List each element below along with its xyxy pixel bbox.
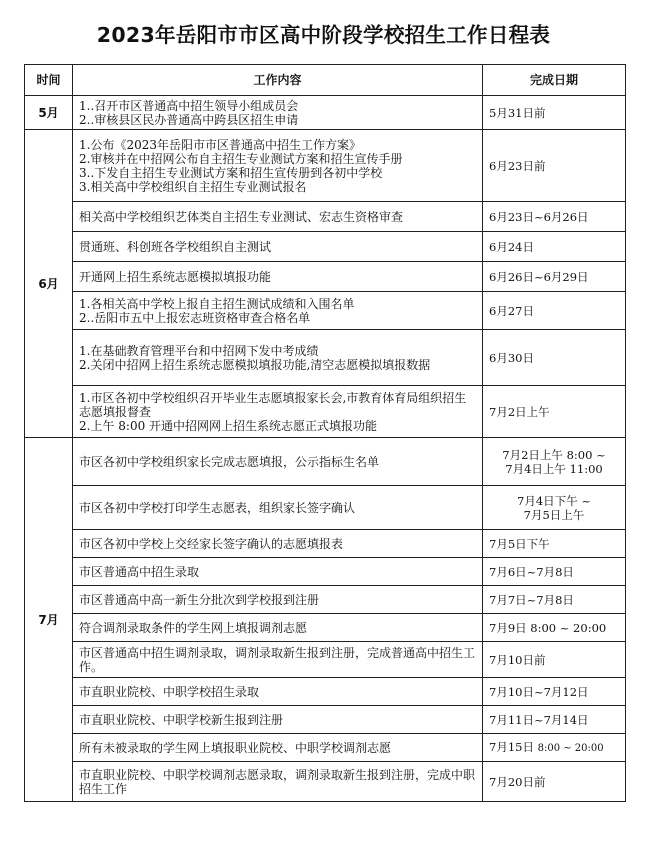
content-cell <box>73 762 483 802</box>
content-cell <box>73 232 483 262</box>
date-cell <box>483 486 626 530</box>
date-cell <box>483 386 626 438</box>
content-line: 1.在基础教育管理平台和中招网下发中考成绩 <box>79 343 319 358</box>
content-cell <box>73 706 483 734</box>
date-line: 7月10日~7月12日 <box>489 684 589 699</box>
page-title: 2023年岳阳市市区高中阶段学校招生工作日程表 <box>96 23 551 47</box>
table-row <box>25 232 626 262</box>
content-cell <box>73 678 483 706</box>
table-row <box>25 438 626 486</box>
date-cell <box>483 586 626 614</box>
content-line: 2.审核并在中招网公布自主招生专业测试方案和招生宣传手册 <box>79 151 403 166</box>
date-cell <box>483 330 626 386</box>
date-line: 6月24日 <box>489 239 534 254</box>
date-cell <box>483 262 626 292</box>
date-line: 7月5日上午 <box>523 507 585 522</box>
date-line: 7月4日上午 11:00 <box>505 461 603 476</box>
content-line: 市区普通高中招生调剂录取，调剂录取新生报到注册，完成普通高中招生工作。 <box>79 645 476 674</box>
month-cell-july: 7月 <box>25 438 73 802</box>
table-row <box>25 386 626 438</box>
content-line: 1.公布《2023年岳阳市市区普通高中招生工作方案》 <box>79 137 361 152</box>
date-cell <box>483 642 626 678</box>
month-cell-may: 5月 <box>25 96 73 130</box>
table-row <box>25 734 626 762</box>
content-cell <box>73 202 483 232</box>
table-row <box>25 762 626 802</box>
date-cell <box>483 202 626 232</box>
content-line: 1.市区各初中学校组织召开毕业生志愿填报家长会,市教育体育局组织招生志愿填报督查 <box>79 390 467 419</box>
content-line: 市直职业院校、中职学校新生报到注册 <box>79 712 284 727</box>
table-row <box>25 130 626 202</box>
content-cell <box>73 734 483 762</box>
date-line: 7月15日 <box>489 739 534 754</box>
content-line: 2..岳阳市五中上报宏志班资格审查合格名单 <box>79 310 311 325</box>
content-line: 1..召开市区普通高中招生领导小组成员会 <box>79 98 299 113</box>
date-cell <box>483 678 626 706</box>
content-cell <box>73 586 483 614</box>
content-cell <box>73 438 483 486</box>
content-line: 市直职业院校、中职学校招生录取 <box>79 684 260 699</box>
content-line: 3..下发自主招生专业测试方案和招生宣传册到各初中学校 <box>79 165 383 180</box>
date-line: 6月23日前 <box>489 158 546 173</box>
date-line: 5月31日前 <box>489 105 546 120</box>
table-row <box>25 330 626 386</box>
content-line: 贯通班、科创班各学校组织自主测试 <box>79 239 272 254</box>
date-line: 6月26日~6月29日 <box>489 269 589 284</box>
content-line: 市区各初中学校打印学生志愿表，组织家长签字确认 <box>79 500 356 515</box>
date-line: 7月20日前 <box>489 774 546 789</box>
date-cell <box>483 734 626 762</box>
date-line: 7月2日上午 <box>489 404 550 419</box>
table-row <box>25 262 626 292</box>
date-line: 7月6日~7月8日 <box>489 564 574 579</box>
table-row <box>25 96 626 130</box>
date-line: 7月5日下午 <box>489 536 550 551</box>
date-line: 7月4日下午 ~ <box>517 493 591 508</box>
date-cell <box>483 232 626 262</box>
content-cell <box>73 614 483 642</box>
date-cell <box>483 614 626 642</box>
date-cell <box>483 762 626 802</box>
content-cell <box>73 486 483 530</box>
header-row <box>25 65 626 96</box>
date-line: 7月9日 8:00 ~ 20:00 <box>489 620 607 635</box>
date-line: 7月7日~7月8日 <box>489 592 574 607</box>
date-cell <box>483 530 626 558</box>
date-line: 6月30日 <box>489 350 534 365</box>
content-line: 开通网上招生系统志愿模拟填报功能 <box>79 269 272 284</box>
content-cell <box>73 96 483 130</box>
content-cell <box>73 386 483 438</box>
content-cell <box>73 558 483 586</box>
date-line: 7月11日~7月14日 <box>489 712 589 727</box>
header-content: 工作内容 <box>73 65 483 96</box>
date-cell <box>483 438 626 486</box>
table-row <box>25 202 626 232</box>
content-line: 1.各相关高中学校上报自主招生测试成绩和入围名单 <box>79 296 355 311</box>
table-row <box>25 642 626 678</box>
content-line: 所有未被录取的学生网上填报职业院校、中职学校调剂志愿 <box>79 740 392 755</box>
content-cell <box>73 330 483 386</box>
date-cell <box>483 558 626 586</box>
content-line: 2.关闭中招网上招生系统志愿模拟填报功能,清空志愿模拟填报数据 <box>79 357 431 372</box>
content-cell <box>73 642 483 678</box>
header-month: 时间 <box>25 65 73 96</box>
date-cell <box>483 292 626 330</box>
schedule-table <box>24 64 626 802</box>
content-line: 市直职业院校、中职学校调剂志愿录取，调剂录取新生报到注册，完成中职招生工作 <box>79 767 476 796</box>
date-line-time: 8:00 ~ 20:00 <box>537 742 604 754</box>
date-line: 7月10日前 <box>489 652 546 667</box>
content-line: 2..审核县区民办普通高中跨县区招生申请 <box>79 112 299 127</box>
content-line: 3.相关高中学校组织自主招生专业测试报名 <box>79 179 307 194</box>
table-row <box>25 530 626 558</box>
date-line: 6月23日~6月26日 <box>489 209 589 224</box>
table-row <box>25 614 626 642</box>
table-row <box>25 586 626 614</box>
table-row <box>25 558 626 586</box>
content-line: 符合调剂录取条件的学生网上填报调剂志愿 <box>79 620 308 635</box>
month-cell-june: 6月 <box>25 130 73 438</box>
table-row <box>25 486 626 530</box>
date-line: 7月2日上午 8:00 ~ <box>502 447 606 462</box>
date-cell <box>483 96 626 130</box>
content-line: 市区各初中学校上交经家长签字确认的志愿填报表 <box>79 536 344 551</box>
content-line: 相关高中学校组织艺体类自主招生专业测试、宏志生资格审查 <box>79 209 404 224</box>
header-date: 完成日期 <box>483 65 626 96</box>
content-line: 市区各初中学校组织家长完成志愿填报，公示指标生名单 <box>79 454 380 469</box>
content-line: 市区普通高中高一新生分批次到学校报到注册 <box>79 592 320 607</box>
content-cell <box>73 530 483 558</box>
content-line: 市区普通高中招生录取 <box>79 564 200 579</box>
date-cell <box>483 130 626 202</box>
content-cell <box>73 130 483 202</box>
table-row <box>25 706 626 734</box>
content-line: 2.上午 8:00 开通中招网网上招生系统志愿正式填报功能 <box>79 418 378 433</box>
table-row <box>25 678 626 706</box>
content-cell <box>73 262 483 292</box>
date-cell <box>483 706 626 734</box>
content-cell <box>73 292 483 330</box>
table-row <box>25 292 626 330</box>
date-line: 6月27日 <box>489 303 534 318</box>
